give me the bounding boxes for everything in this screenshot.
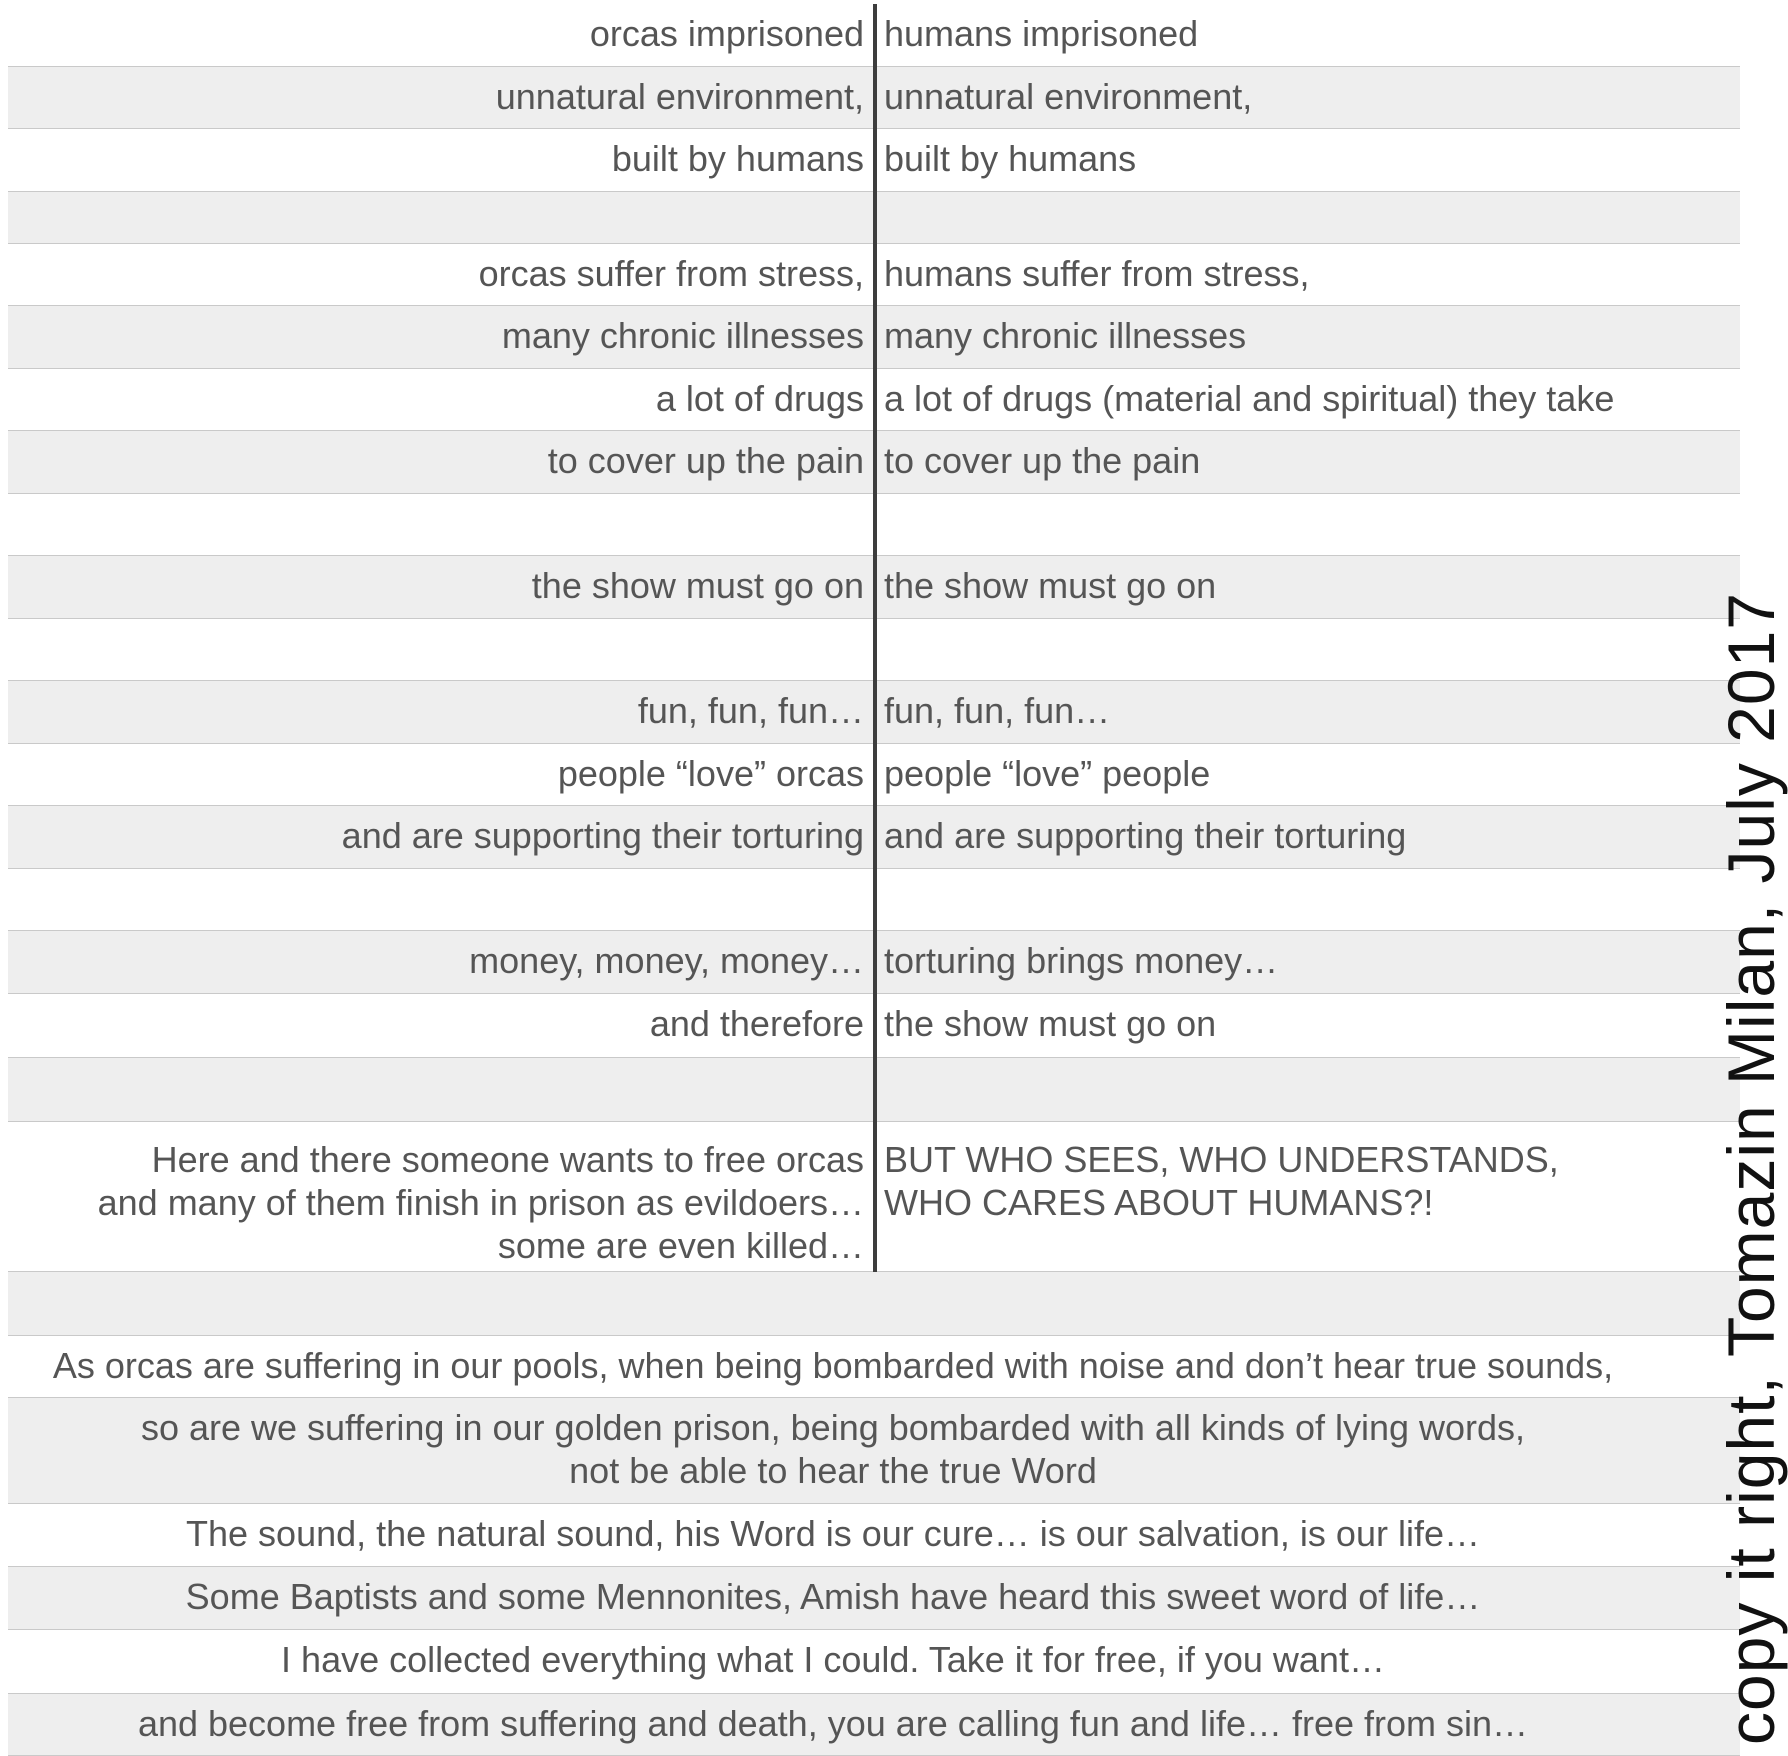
human-line: many chronic illnesses — [884, 315, 1247, 356]
human-line: the show must go on — [884, 1003, 1217, 1044]
human-line: to cover up the pain — [884, 440, 1201, 481]
orca-stanza — [8, 1122, 873, 1271]
human-line: a lot of drugs (material and spiritual) they take — [884, 378, 1615, 419]
human-line: the show must go on — [884, 565, 1217, 606]
orca-line: people “love” orcas — [557, 753, 864, 794]
closing-line: The sound, the natural sound, his Word is our cure… is our salvation, is our life… — [186, 1513, 1480, 1554]
orca-line: many chronic illnesses — [501, 315, 864, 356]
copyright-note: copy it right, Tomazin Milan, July 2017 — [1714, 592, 1788, 1745]
closing-row — [8, 1398, 1740, 1504]
orca-line: Here and there someone wants to free orcas — [151, 1139, 864, 1180]
closing-row — [8, 1694, 1740, 1756]
closing-line: As orcas are suffering in our pools, when being bombarded with noise and don’t hear true sounds, — [52, 1345, 1614, 1386]
closing-row — [8, 1504, 1740, 1567]
closing-row — [8, 1630, 1740, 1694]
human-line: unnatural environment, — [884, 76, 1253, 117]
human-line: and are supporting their torturing — [884, 815, 1407, 856]
closing-line: so are we suffering in our golden prison, being bombarded with all kinds of lying words, — [140, 1407, 1526, 1448]
orca-line: built by humans — [611, 138, 864, 179]
human-line: BUT WHO SEES, WHO UNDERSTANDS, — [884, 1139, 1559, 1180]
orca-line: unnatural environment, — [495, 76, 864, 117]
orca-line: money, money, money… — [469, 940, 864, 981]
closing-line: and become free from suffering and death, you are calling fun and life… free from sin… — [137, 1703, 1529, 1744]
human-line: people “love” people — [884, 753, 1211, 794]
orca-line: to cover up the pain — [547, 440, 864, 481]
human-stanza — [873, 1122, 1740, 1271]
closing-row — [8, 1567, 1740, 1630]
closing-line: Some Baptists and some Mennonites, Amish have heard this sweet word of life… — [185, 1576, 1481, 1617]
closing-line: not be able to hear the true Word — [569, 1450, 1097, 1491]
orca-line: orcas imprisoned — [589, 13, 864, 54]
human-line: humans suffer from stress, — [884, 253, 1310, 294]
human-line: WHO CARES ABOUT HUMANS?! — [884, 1182, 1434, 1223]
spacer-row — [8, 1272, 1740, 1336]
orca-line: fun, fun, fun… — [637, 690, 864, 731]
orca-line: orcas suffer from stress, — [478, 253, 864, 294]
closing-row — [8, 1336, 1740, 1398]
human-line: fun, fun, fun… — [884, 690, 1111, 731]
orca-line: and many of them finish in prison as evildoers… — [97, 1182, 864, 1223]
column-divider — [873, 4, 877, 1272]
human-line: humans imprisoned — [884, 13, 1199, 54]
orca-line: a lot of drugs — [655, 378, 864, 419]
human-line: torturing brings money… — [884, 940, 1279, 981]
closing-line: I have collected everything what I could. Take it for free, if you want… — [281, 1639, 1385, 1680]
orca-line: and therefore — [649, 1003, 864, 1044]
orca-line: some are even killed… — [497, 1225, 864, 1266]
human-line: built by humans — [884, 138, 1137, 179]
orca-line: the show must go on — [531, 565, 864, 606]
orca-line: and are supporting their torturing — [341, 815, 864, 856]
